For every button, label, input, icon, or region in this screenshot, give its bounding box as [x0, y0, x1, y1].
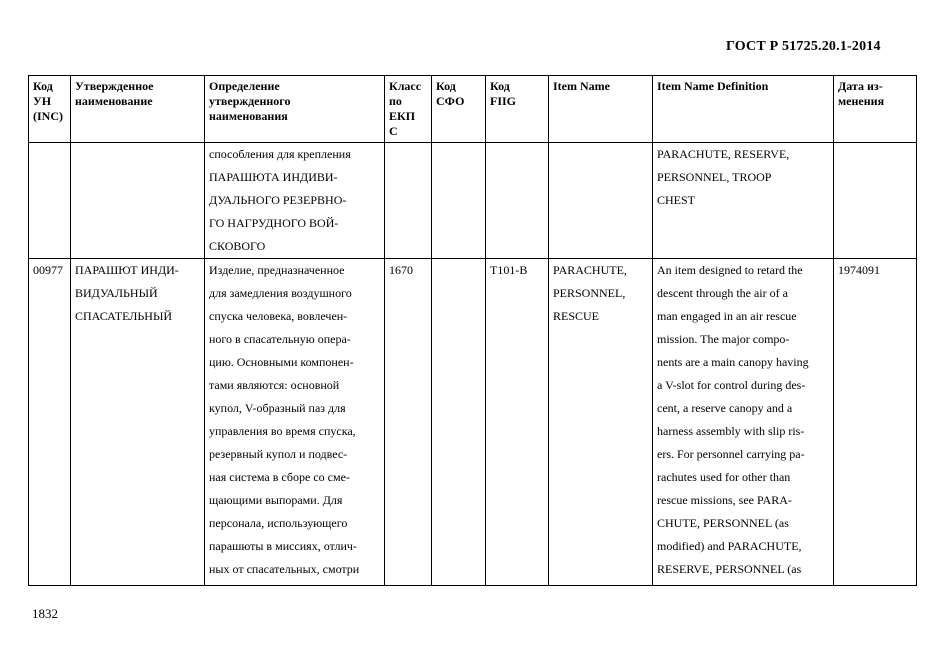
header-item-definition-line: Item Name Definition — [657, 79, 769, 93]
table-row — [29, 143, 917, 259]
definition-line: ного в спасательную опера- — [209, 332, 351, 346]
cell-fiig: T101-B — [486, 259, 549, 586]
item-name-line: PARACHUTE, — [553, 263, 627, 277]
cell-sfo — [432, 143, 486, 259]
item-definition-line: CHUTE, PERSONNEL (as — [657, 516, 789, 530]
definition-line: управления во время спуска, — [209, 424, 356, 438]
item-definition-line: ers. For personnel carrying pa- — [657, 447, 805, 461]
item-definition-line: rachutes used for other than — [657, 470, 791, 484]
header-row — [29, 76, 917, 143]
header-date-line: Дата из- — [838, 79, 883, 93]
item-name-line: PERSONNEL, — [553, 286, 626, 300]
definition-line: купол, V-образный паз для — [209, 401, 346, 415]
item-definition-line: RESERVE, PERSONNEL (as — [657, 562, 802, 576]
definition-line: тами являются: основной — [209, 378, 340, 392]
header-fiig-line: FIIG — [490, 94, 517, 108]
header-definition-line: Определение — [209, 79, 280, 93]
cell-date — [834, 143, 917, 259]
item-name-line: RESCUE — [553, 309, 600, 323]
cell-approved-name — [71, 259, 205, 586]
header-definition-line: наименования — [209, 109, 288, 123]
approved-name-line: ПАРАШЮТ ИНДИ- — [75, 263, 179, 277]
header-class-line: С — [389, 124, 398, 138]
header-item-name-line: Item Name — [553, 79, 610, 93]
header-date-line: менения — [838, 94, 885, 108]
cell-sfo — [432, 259, 486, 586]
classification-table — [28, 75, 917, 586]
header-approved-name-line: наименование — [75, 94, 153, 108]
document-code: ГОСТ Р 51725.20.1-2014 — [726, 39, 881, 54]
definition-line: резервный купол и подвес- — [209, 447, 348, 461]
definition-line: для замедления воздушного — [209, 286, 352, 300]
definition-line: ПАРАШЮТА ИНДИВИ- — [209, 170, 338, 184]
cell-definition — [205, 259, 385, 586]
header-sfo-line: СФО — [436, 94, 465, 108]
item-definition-line: harness assembly with slip ris- — [657, 424, 805, 438]
definition-line: ных от спасательных, смотри — [209, 562, 360, 576]
header-date — [834, 76, 917, 143]
item-definition-line: An item designed to retard the — [657, 263, 803, 277]
header-fiig — [486, 76, 549, 143]
page-number: 1832 — [32, 606, 58, 621]
definition-line: ГО НАГРУДНОГО ВОЙ- — [209, 216, 339, 230]
cell-fiig — [486, 143, 549, 259]
header-inc — [29, 76, 71, 143]
header-class — [385, 76, 432, 143]
cell-class: 1670 — [385, 259, 432, 586]
item-definition-line: rescue missions, see PARA- — [657, 493, 792, 507]
table-row — [29, 259, 917, 586]
header-fiig-line: Код — [490, 79, 510, 93]
definition-line: способления для крепления — [209, 147, 351, 161]
header-inc-line: УН — [33, 94, 52, 108]
approved-name-line: ВИДУАЛЬНЫЙ — [75, 286, 158, 300]
header-sfo — [432, 76, 486, 143]
header-inc-line: (INC) — [33, 109, 63, 123]
item-definition-line: descent through the air of a — [657, 286, 788, 300]
definition-line: Изделие, предназначенное — [209, 263, 345, 277]
header-class-line: по — [389, 94, 402, 108]
cell-item-name — [549, 143, 653, 259]
definition-line: цию. Основными компонен- — [209, 355, 354, 369]
approved-name-line: СПАСАТЕЛЬНЫЙ — [75, 309, 173, 323]
item-definition-line: mission. The major compo- — [657, 332, 790, 346]
cell-inc: 00977 — [29, 259, 71, 586]
cell-date: 1974091 — [834, 259, 917, 586]
item-definition-line: modified) and PARACHUTE, — [657, 539, 802, 553]
definition-line: персонала, использующего — [209, 516, 348, 530]
header-class-line: ЕКП — [389, 109, 416, 123]
cell-definition — [205, 143, 385, 259]
header-class-line: Класс — [389, 79, 422, 93]
cell-inc — [29, 143, 71, 259]
header-definition-line: утвержденного — [209, 94, 291, 108]
header-approved-name — [71, 76, 205, 143]
item-definition-line: CHEST — [657, 193, 696, 207]
header-item-name — [549, 76, 653, 143]
item-definition-line: cent, a reserve canopy and a — [657, 401, 793, 415]
definition-line: ная система в сборе со сме- — [209, 470, 350, 484]
definition-line: парашюты в миссиях, отлич- — [209, 539, 357, 553]
cell-item-definition — [653, 143, 834, 259]
cell-item-name — [549, 259, 653, 586]
header-sfo-line: Код — [436, 79, 456, 93]
header-definition — [205, 76, 385, 143]
header-inc-line: Код — [33, 79, 53, 93]
cell-approved-name — [71, 143, 205, 259]
cell-class — [385, 143, 432, 259]
item-definition-line: nents are a main canopy having — [657, 355, 809, 369]
definition-line: ДУАЛЬНОГО РЕЗЕРВНО- — [209, 193, 347, 207]
cell-item-definition — [653, 259, 834, 586]
header-approved-name-line: Утвержденное — [75, 79, 154, 93]
header-item-definition — [653, 76, 834, 143]
definition-line: СКОВОГО — [209, 239, 266, 253]
item-definition-line: PERSONNEL, TROOP — [657, 170, 772, 184]
definition-line: спуска человека, вовлечен- — [209, 309, 348, 323]
definition-line: щающими выпорами. Для — [209, 493, 343, 507]
item-definition-line: a V-slot for control during des- — [657, 378, 806, 392]
item-definition-line: PARACHUTE, RESERVE, — [657, 147, 790, 161]
item-definition-line: man engaged in an air rescue — [657, 309, 797, 323]
